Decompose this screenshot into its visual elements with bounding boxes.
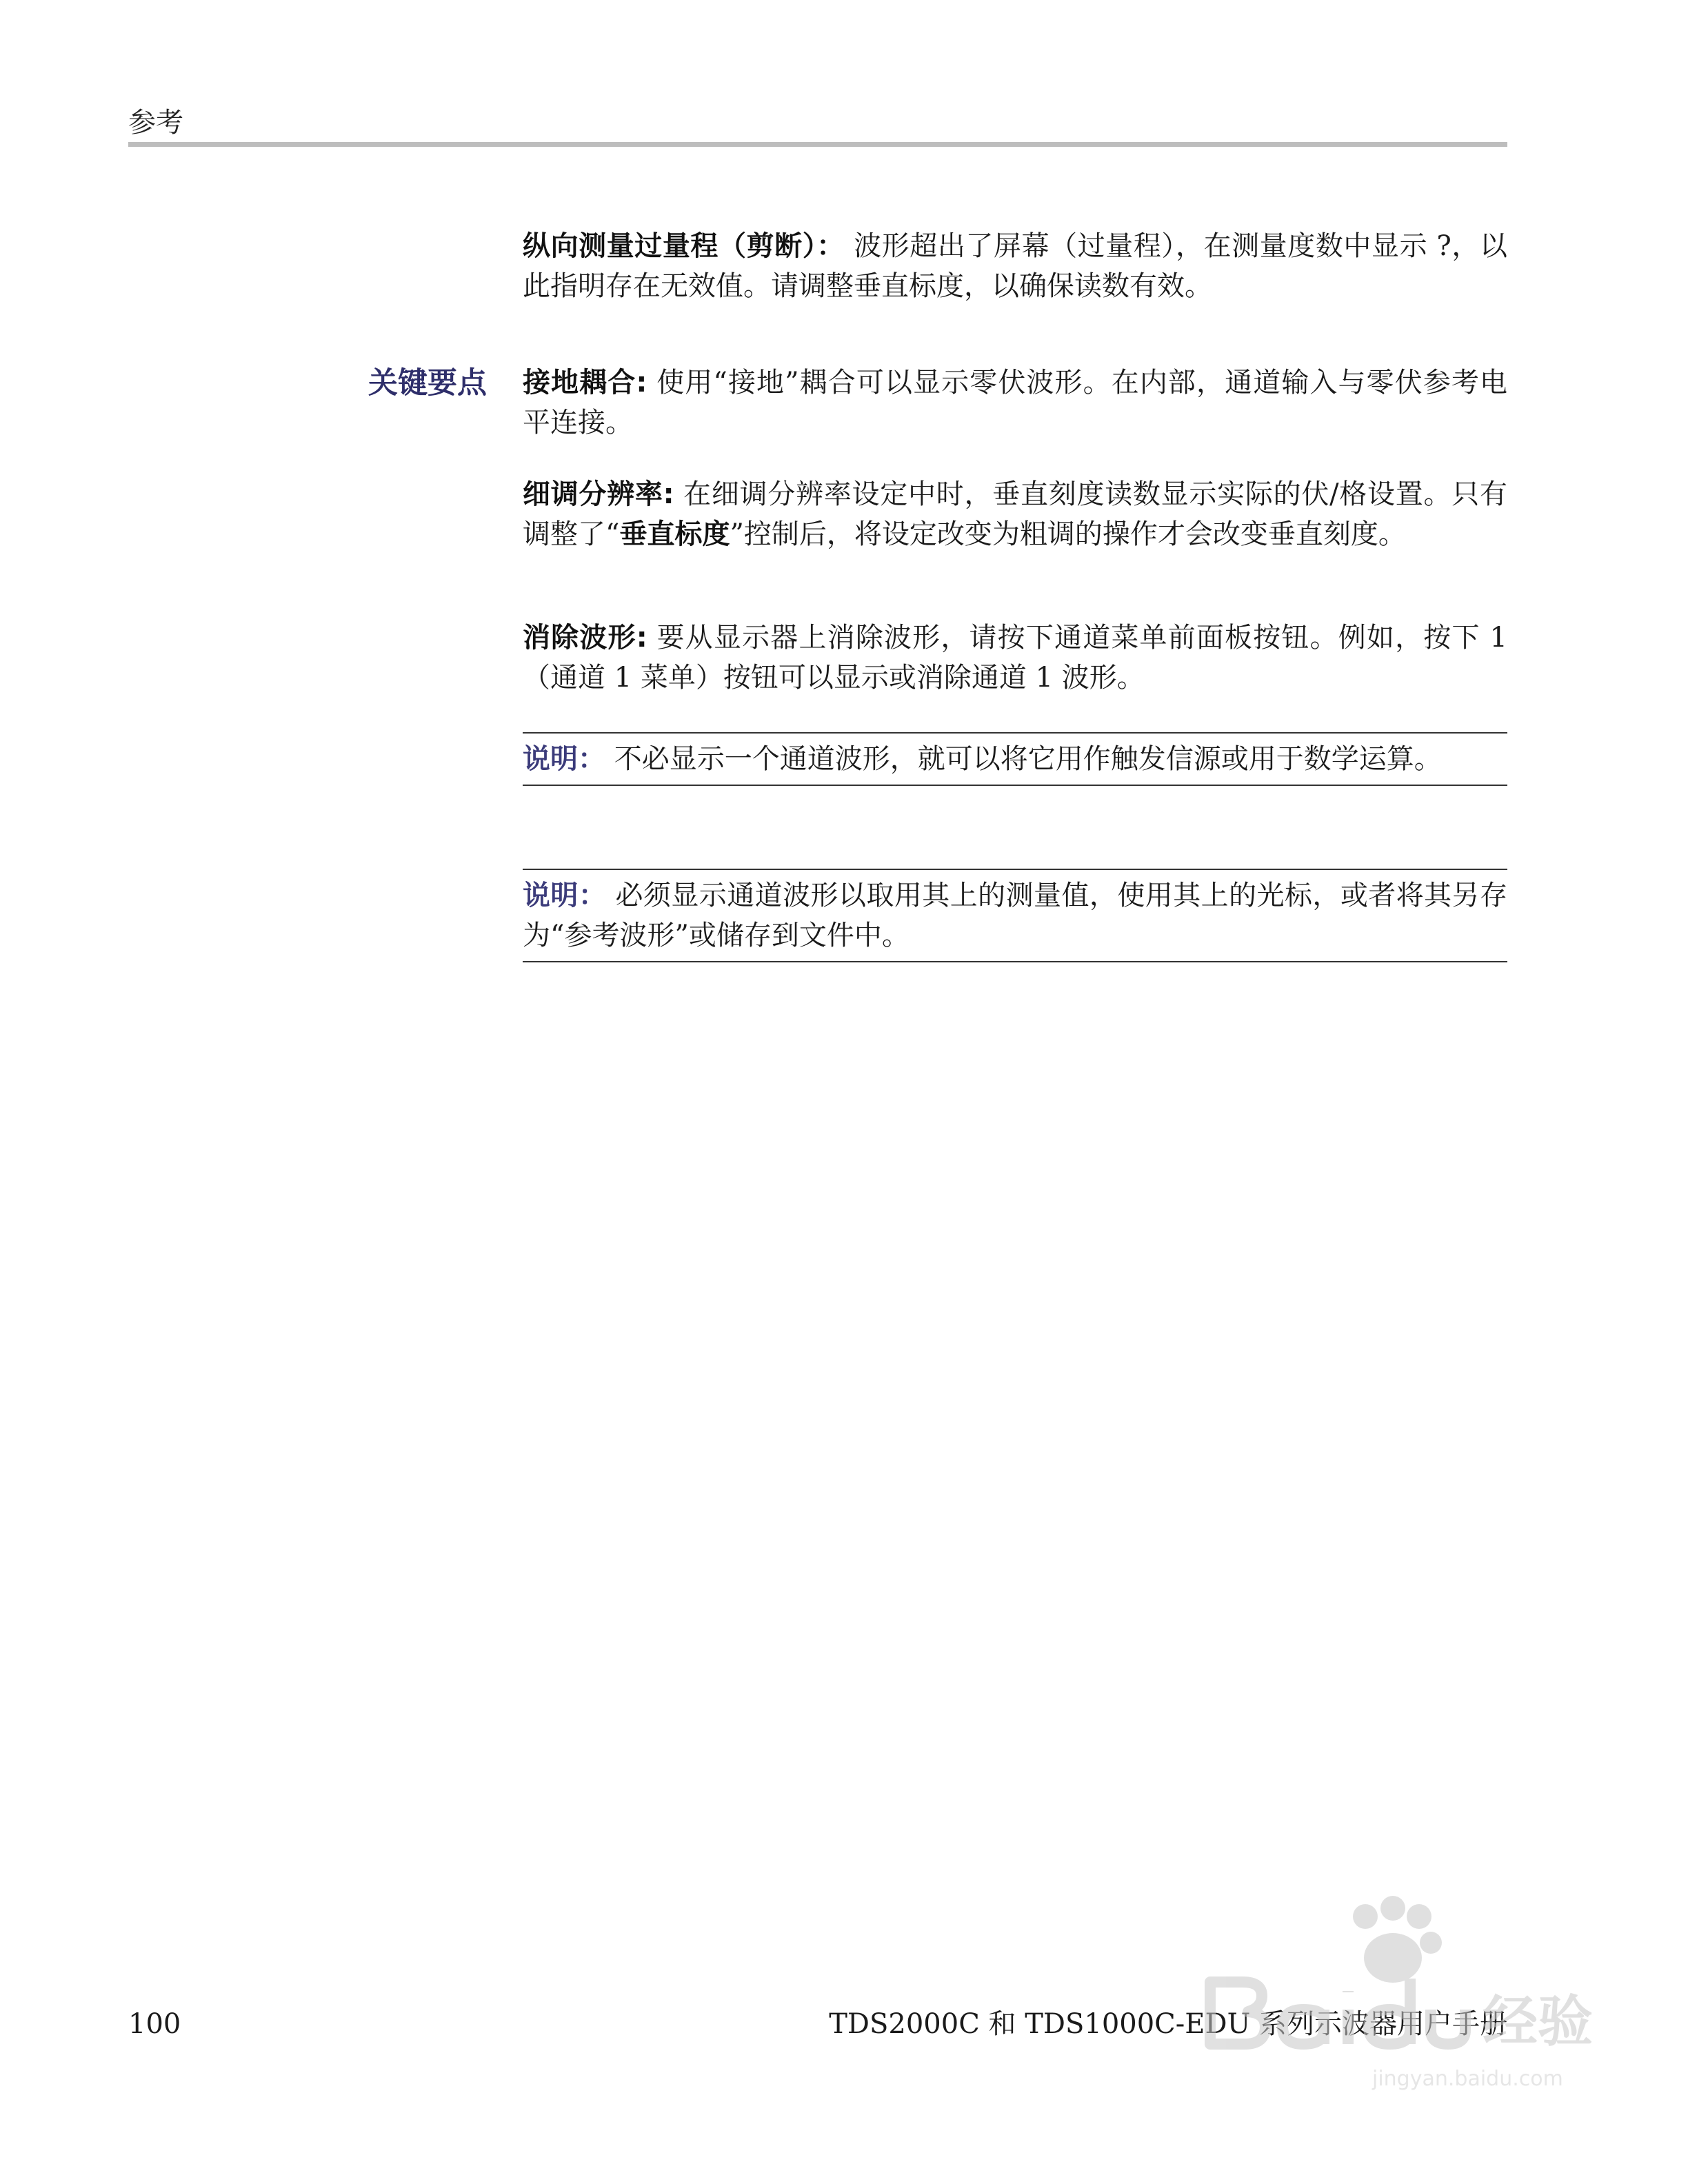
ground-coupling-term: 接地耦合: — [523, 367, 647, 398]
key-points-heading: 关键要点 — [368, 366, 487, 401]
note-2-label: 说明： — [523, 880, 607, 911]
fine-resolution-text-1: 在细调分辨率设定中时，垂直刻度读数显示实际的伏/格设置。只有调整了“ — [523, 478, 1507, 550]
note-box-2 — [523, 869, 1507, 962]
fine-resolution-text-2: ”控制后，将设定改变为粗调的操作才会改变垂直刻度。 — [730, 518, 1406, 550]
remove-waveform-paragraph — [523, 618, 1507, 698]
watermark-url-text: jingyan.baidu.com — [1372, 2067, 1563, 2091]
manual-title: TDS2000C 和 TDS1000C-EDU 系列示波器用户手册 — [829, 2008, 1507, 2040]
running-header: 参考 — [128, 107, 183, 139]
note-box-1 — [523, 732, 1507, 786]
vertical-overrange-text: 波形超出了屏幕（过量程），在测量度数中显示 ?，以此指明存在无效值。请调整垂直标度，以确保读数有效。 — [523, 230, 1508, 302]
ground-coupling-paragraph — [523, 363, 1507, 443]
remove-waveform-text: 要从显示器上消除波形，请按下通道菜单前面板按钮。例如，按下 1（通道 1 菜单）按钮可以显示或消除通道 1 波形。 — [523, 622, 1507, 694]
header-rule — [128, 142, 1507, 147]
ground-coupling-text: 使用“接地”耦合可以显示零伏波形。在内部，通道输入与零伏参考电平连接。 — [523, 367, 1507, 438]
note-1-text: 不必显示一个通道波形，就可以将它用作触发信源或用于数学运算。 — [605, 743, 1442, 775]
fine-resolution-term: 细调分辨率: — [523, 478, 674, 510]
vertical-overrange-term: 纵向测量过量程（剪断）： — [523, 230, 845, 262]
note-2-text: 必须显示通道波形以取用其上的测量值，使用其上的光标，或者将其另存为“参考波形”或储存到文件中。 — [523, 880, 1507, 951]
fine-resolution-strong: 垂直标度 — [619, 518, 730, 550]
note-1-label: 说明： — [523, 743, 605, 775]
baidu-watermark-logo — [1193, 1889, 1593, 2096]
page-number: 100 — [128, 2008, 181, 2040]
watermark-brand-text: 经验 — [1483, 1990, 1593, 2054]
remove-waveform-term: 消除波形: — [523, 622, 647, 654]
vertical-overrange-paragraph — [523, 226, 1507, 306]
fine-resolution-paragraph — [523, 474, 1507, 554]
